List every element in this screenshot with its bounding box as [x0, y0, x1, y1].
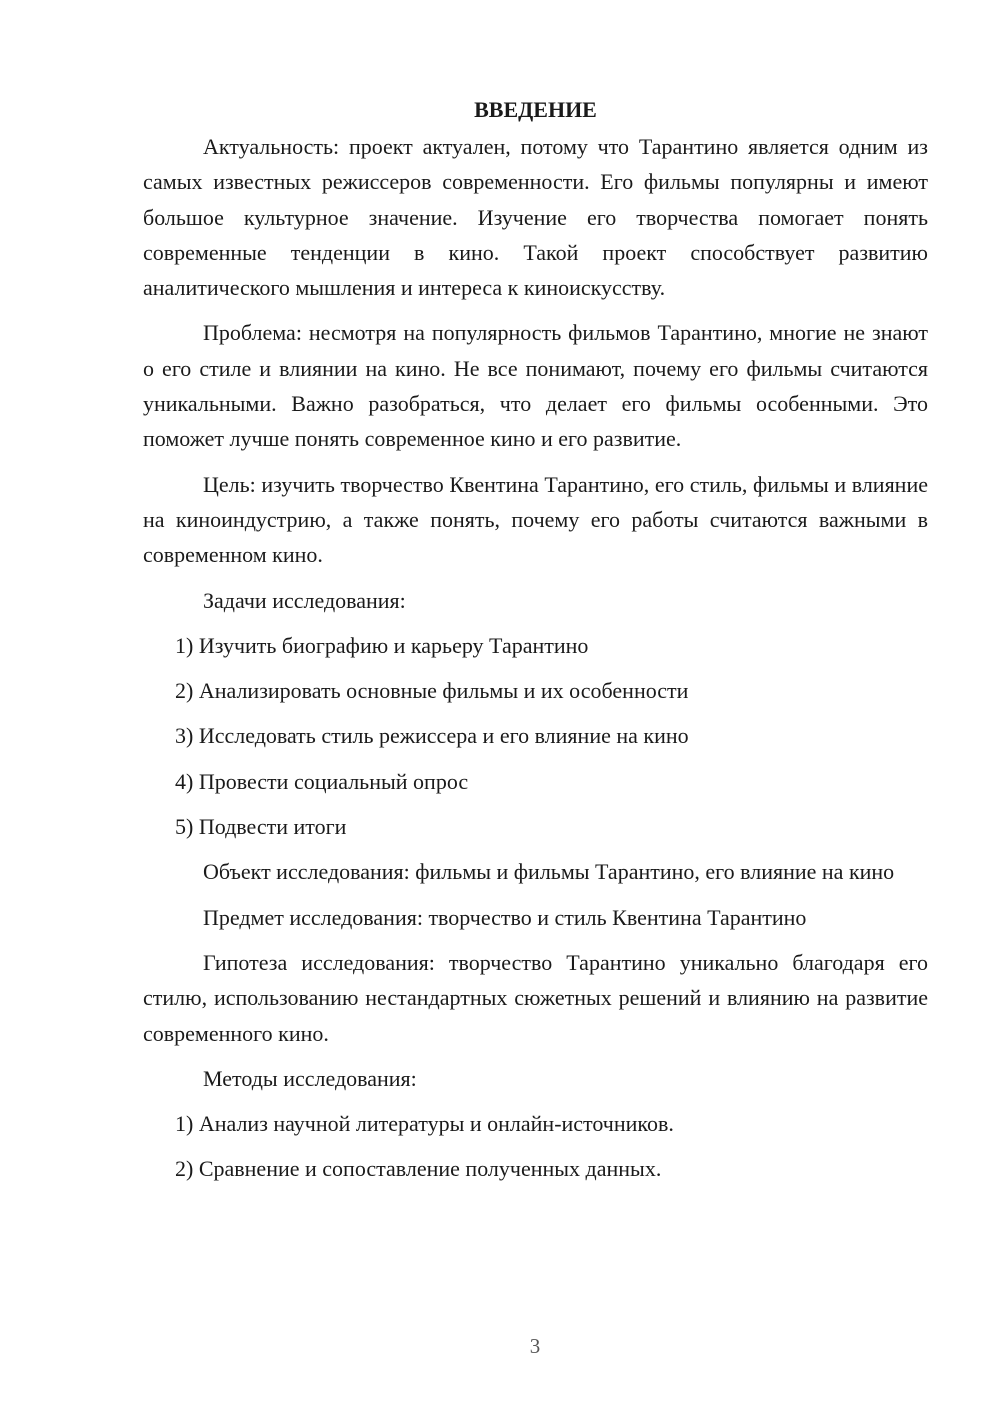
task-item-4: 4) Провести социальный опрос — [175, 768, 469, 794]
methods-title: Методы исследования: — [203, 1065, 417, 1091]
task-item-3: 3) Исследовать стиль режиссера и его влияние на кино — [175, 723, 689, 749]
method-item-2: 2) Сравнение и сопоставление полученных данных. — [175, 1156, 662, 1182]
method-item-1: 1) Анализ научной литературы и онлайн-источников. — [175, 1111, 674, 1137]
page-content — [143, 92, 928, 1197]
subject-paragraph: Предмет исследования: творчество и стиль Квентина Тарантино — [203, 904, 807, 930]
object-paragraph: Объект исследования: фильмы и фильмы Тарантино, его влияние на кино — [203, 859, 895, 885]
page-number: 3 — [529, 1334, 541, 1358]
section-heading: ВВЕДЕНИЕ — [474, 97, 597, 122]
relevance-paragraph: Актуальность: проект актуален, потому что Тарантино является одним из самых известных режиссеров современности. Его фильмы популярны и имеют большое культурное значение. Изучение его творчества помогает понять современные тенденции в кино. Такой проект способствует развитию аналитического мышления и интереса к киноискусству. — [143, 134, 928, 301]
tasks-title: Задачи исследования: — [203, 587, 406, 613]
problem-paragraph: Проблема: несмотря на популярность фильмов Тарантино, многие не знают о его стиле и влиянии на кино. Не все понимают, почему его фильмы считаются уникальными. Важно разобраться, что делает его фильмы особенными. Это поможет лучше понять современное кино и его развитие. — [143, 320, 928, 452]
task-item-1: 1) Изучить биографию и карьеру Тарантино — [175, 632, 589, 658]
task-item-2: 2) Анализировать основные фильмы и их особенности — [175, 678, 689, 704]
hypothesis-paragraph: Гипотеза исследования: творчество Тарантино уникально благодаря его стилю, использованию нестандартных сюжетных решений и влиянию на развитие современного кино. — [143, 949, 928, 1046]
task-item-5: 5) Подвести итоги — [175, 814, 347, 840]
goal-paragraph: Цель: изучить творчество Квентина Тарантино, его стиль, фильмы и влияние на киноиндустрию, а также понять, почему его работы считаются важными в современном кино. — [143, 471, 928, 568]
